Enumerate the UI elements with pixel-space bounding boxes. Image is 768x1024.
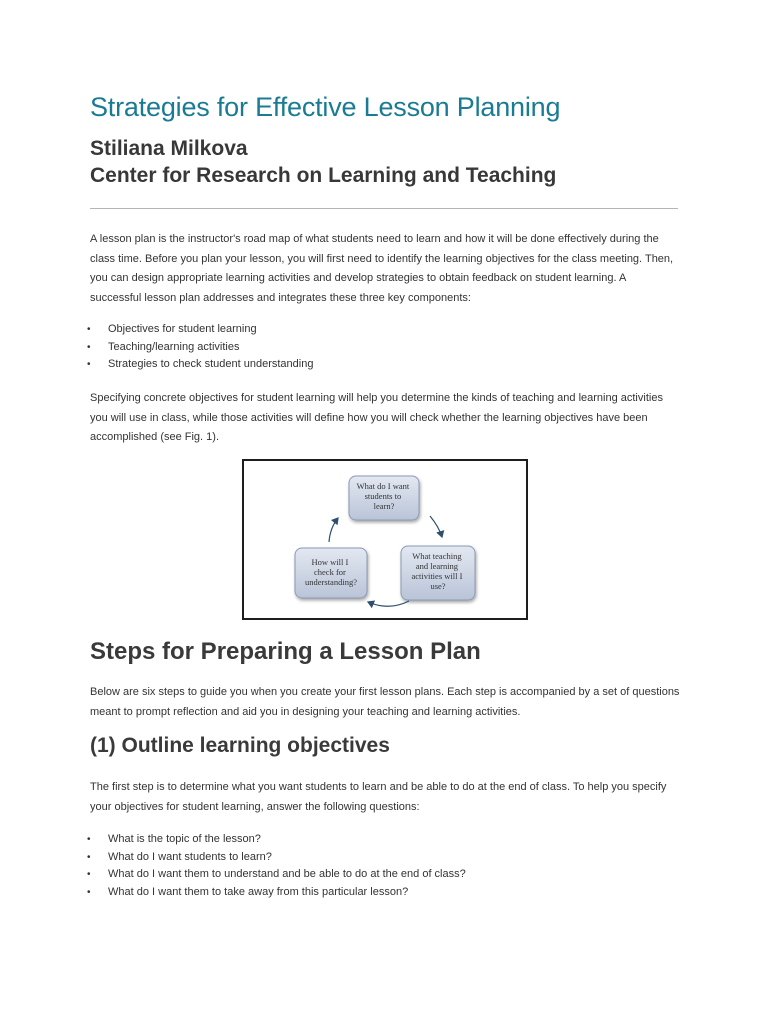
- cycle-box-left-line2: check for: [314, 567, 346, 577]
- cycle-box-left-line3: understanding?: [305, 577, 357, 587]
- cycle-arrow-right-to-left: [368, 601, 409, 606]
- bullet-icon: •: [87, 359, 91, 370]
- cycle-arrow-left-to-top: [329, 518, 338, 542]
- cycle-box-right-line4: use?: [430, 581, 446, 591]
- list-item: [87, 831, 680, 849]
- list-item-text: Objectives for student learning: [108, 323, 257, 335]
- list-item-text: What do I want them to understand and be able to do at the end of class?: [108, 868, 466, 880]
- author-block: [90, 135, 556, 189]
- cycle-box-left-line1: How will I: [311, 557, 349, 567]
- document-title: Strategies for Effective Lesson Planning: [90, 92, 561, 122]
- step-1-questions-list: [87, 831, 680, 901]
- bullet-icon: •: [87, 851, 91, 863]
- cycle-box-right-line1: What teaching: [412, 551, 462, 561]
- cycle-box-right-line3: activities will I: [411, 571, 463, 581]
- bullet-icon: •: [87, 886, 91, 898]
- intro-paragraph: A lesson plan is the instructor's road map of what students need to learn and how it will be done effectively during the class time. Before you plan your lesson, you will first need to identify the learning objectives for the class meeting. Then, you can design appropriate learning activities and develop strategies to obtain feedback on student learning. A successful lesson plan addresses and integrates these three key components:: [90, 233, 674, 304]
- cycle-box-top-line2: students to: [364, 491, 402, 501]
- author-name: Stiliana Milkova: [90, 137, 248, 160]
- list-item-text: Strategies to check student understanding: [108, 358, 314, 370]
- bullet-icon: •: [87, 869, 91, 880]
- components-list: [87, 321, 680, 374]
- cycle-box-top-line3: learn?: [373, 501, 395, 511]
- list-item: [87, 356, 680, 374]
- bullet-icon: •: [87, 324, 91, 335]
- cycle-diagram: [244, 461, 526, 618]
- list-item: [87, 849, 680, 867]
- section-intro-paragraph: Below are six steps to guide you when you create your first lesson plans. Each step is accompanied by a set of questions meant to prompt reflection and aid you in designing your teaching and learning activities.: [90, 686, 680, 718]
- title-divider: [90, 208, 678, 209]
- list-item-text: What do I want students to learn?: [108, 850, 272, 863]
- cycle-box-right-line2: and learning: [415, 561, 459, 571]
- cycle-arrow-top-to-right: [430, 516, 442, 537]
- list-item-text: Teaching/learning activities: [108, 340, 240, 353]
- objectives-paragraph: Specifying concrete objectives for student learning will help you determine the kinds of teaching and learning activities you will use in class, while those activities will define how you will check whether the learning objectives have been accomplished (see Fig. 1).: [90, 392, 663, 443]
- list-item-text: What is the topic of the lesson?: [108, 833, 261, 845]
- step-1-title: (1) Outline learning objectives: [90, 734, 390, 757]
- list-item: [87, 866, 680, 884]
- bullet-icon: •: [87, 834, 91, 845]
- section-title: Steps for Preparing a Lesson Plan: [90, 638, 481, 665]
- list-item: [87, 321, 680, 339]
- lesson-cycle-figure: [242, 459, 528, 620]
- list-item-text: What do I want them to take away from this particular lesson?: [108, 885, 409, 898]
- author-affiliation: Center for Research on Learning and Teaching: [90, 164, 557, 187]
- bullet-icon: •: [87, 341, 91, 353]
- cycle-box-top-line1: What do I want: [356, 481, 410, 491]
- step-1-paragraph: The first step is to determine what you want students to learn and be able to do at the end of class. To help you specify your objectives for student learning, answer the following questions:: [90, 781, 667, 813]
- list-item: [87, 339, 680, 357]
- list-item: [87, 884, 680, 902]
